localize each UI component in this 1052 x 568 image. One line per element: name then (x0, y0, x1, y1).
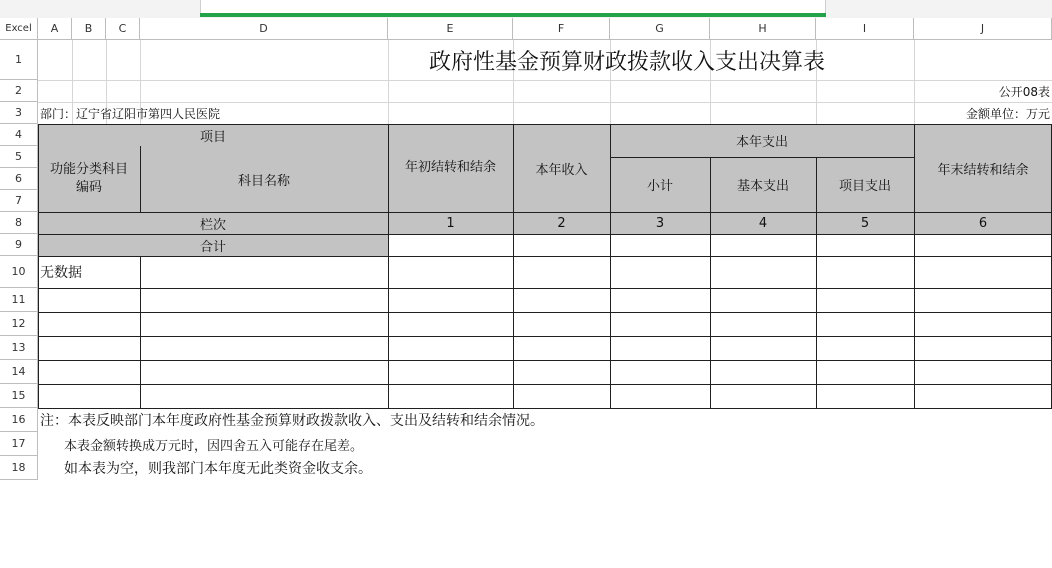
corner-cell[interactable]: Excel (0, 18, 38, 40)
header-end-balance[interactable]: 年末结转和结余 (937, 162, 1029, 178)
row-header-12[interactable]: 12 (0, 312, 38, 336)
header-subtotal[interactable]: 小计 (646, 179, 673, 194)
top-toolbar (0, 0, 1052, 18)
row-header-18[interactable]: 18 (0, 456, 38, 480)
col-header-i[interactable]: I (816, 18, 914, 40)
header-basic[interactable]: 基本支出 (736, 179, 789, 194)
note-line-2[interactable]: 本表金额转换成万元时，因四舍五入可能存在尾差。 (64, 438, 364, 454)
header-income[interactable]: 本年收入 (535, 162, 588, 178)
header-expense[interactable]: 本年支出 (735, 135, 788, 150)
col-header-c[interactable]: C (106, 18, 140, 40)
header-func-code[interactable]: 功能分类科目编码 (49, 162, 128, 195)
row-header-3[interactable]: 3 (0, 102, 38, 124)
note-line-1[interactable]: 注：本表反映部门本年度政府性基金预算财政拨款收入、支出及结转和结余情况。 (40, 413, 544, 429)
lanci-3[interactable]: 3 (655, 215, 665, 231)
col-header-a[interactable]: A (38, 18, 72, 40)
col-header-h[interactable]: H (710, 18, 816, 40)
row-header-7[interactable]: 7 (0, 190, 38, 212)
col-header-g[interactable]: G (610, 18, 710, 40)
col-header-j[interactable]: J (914, 18, 1052, 40)
header-item[interactable]: 项目 (199, 129, 226, 145)
spreadsheet-grid[interactable] (0, 18, 1052, 568)
row-header-2[interactable]: 2 (0, 80, 38, 102)
row-header-1[interactable]: 1 (0, 40, 38, 80)
row-header-5[interactable]: 5 (0, 146, 38, 168)
sheet-title[interactable]: 政府性基金预算财政拨款收入支出决算表 (428, 49, 825, 75)
lanci-4[interactable]: 4 (758, 215, 768, 231)
formula-bar[interactable] (200, 0, 826, 14)
row-header-16[interactable]: 16 (0, 408, 38, 432)
row-header-6[interactable]: 6 (0, 168, 38, 190)
lanci-2[interactable]: 2 (557, 215, 566, 231)
col-header-d[interactable]: D (140, 18, 388, 40)
row-header-17[interactable]: 17 (0, 432, 38, 456)
header-project[interactable]: 项目支出 (838, 179, 891, 194)
row-header-14[interactable]: 14 (0, 360, 38, 384)
lanci-5[interactable]: 5 (860, 215, 870, 231)
lanci-label[interactable]: 栏次 (199, 217, 226, 233)
active-tab-indicator (200, 13, 826, 17)
lanci-1[interactable]: 1 (446, 215, 455, 231)
lanci-6[interactable]: 6 (978, 215, 988, 231)
col-header-e[interactable]: E (388, 18, 513, 40)
row-header-4[interactable]: 4 (0, 124, 38, 146)
header-begin-balance[interactable]: 年初结转和结余 (404, 160, 496, 175)
no-data-label[interactable]: 无数据 (40, 265, 82, 281)
col-header-b[interactable]: B (72, 18, 106, 40)
row-header-15[interactable]: 15 (0, 384, 38, 408)
row-header-9[interactable]: 9 (0, 234, 38, 256)
col-header-f[interactable]: F (513, 18, 610, 40)
department-label[interactable]: 部门：辽宁省辽阳市第四人民医院 (40, 106, 221, 121)
note-line-3[interactable]: 如本表为空，则我部门本年度无此类资金收支余。 (64, 461, 372, 477)
row-header-10[interactable]: 10 (0, 256, 38, 288)
row-header-11[interactable]: 11 (0, 288, 38, 312)
report-code[interactable]: 公开08表 (998, 84, 1050, 99)
row-header-8[interactable]: 8 (0, 212, 38, 234)
total-label[interactable]: 合计 (199, 239, 226, 255)
row-header-13[interactable]: 13 (0, 336, 38, 360)
header-subject-name[interactable]: 科目名称 (237, 173, 290, 189)
unit-label[interactable]: 金额单位：万元 (965, 106, 1050, 121)
